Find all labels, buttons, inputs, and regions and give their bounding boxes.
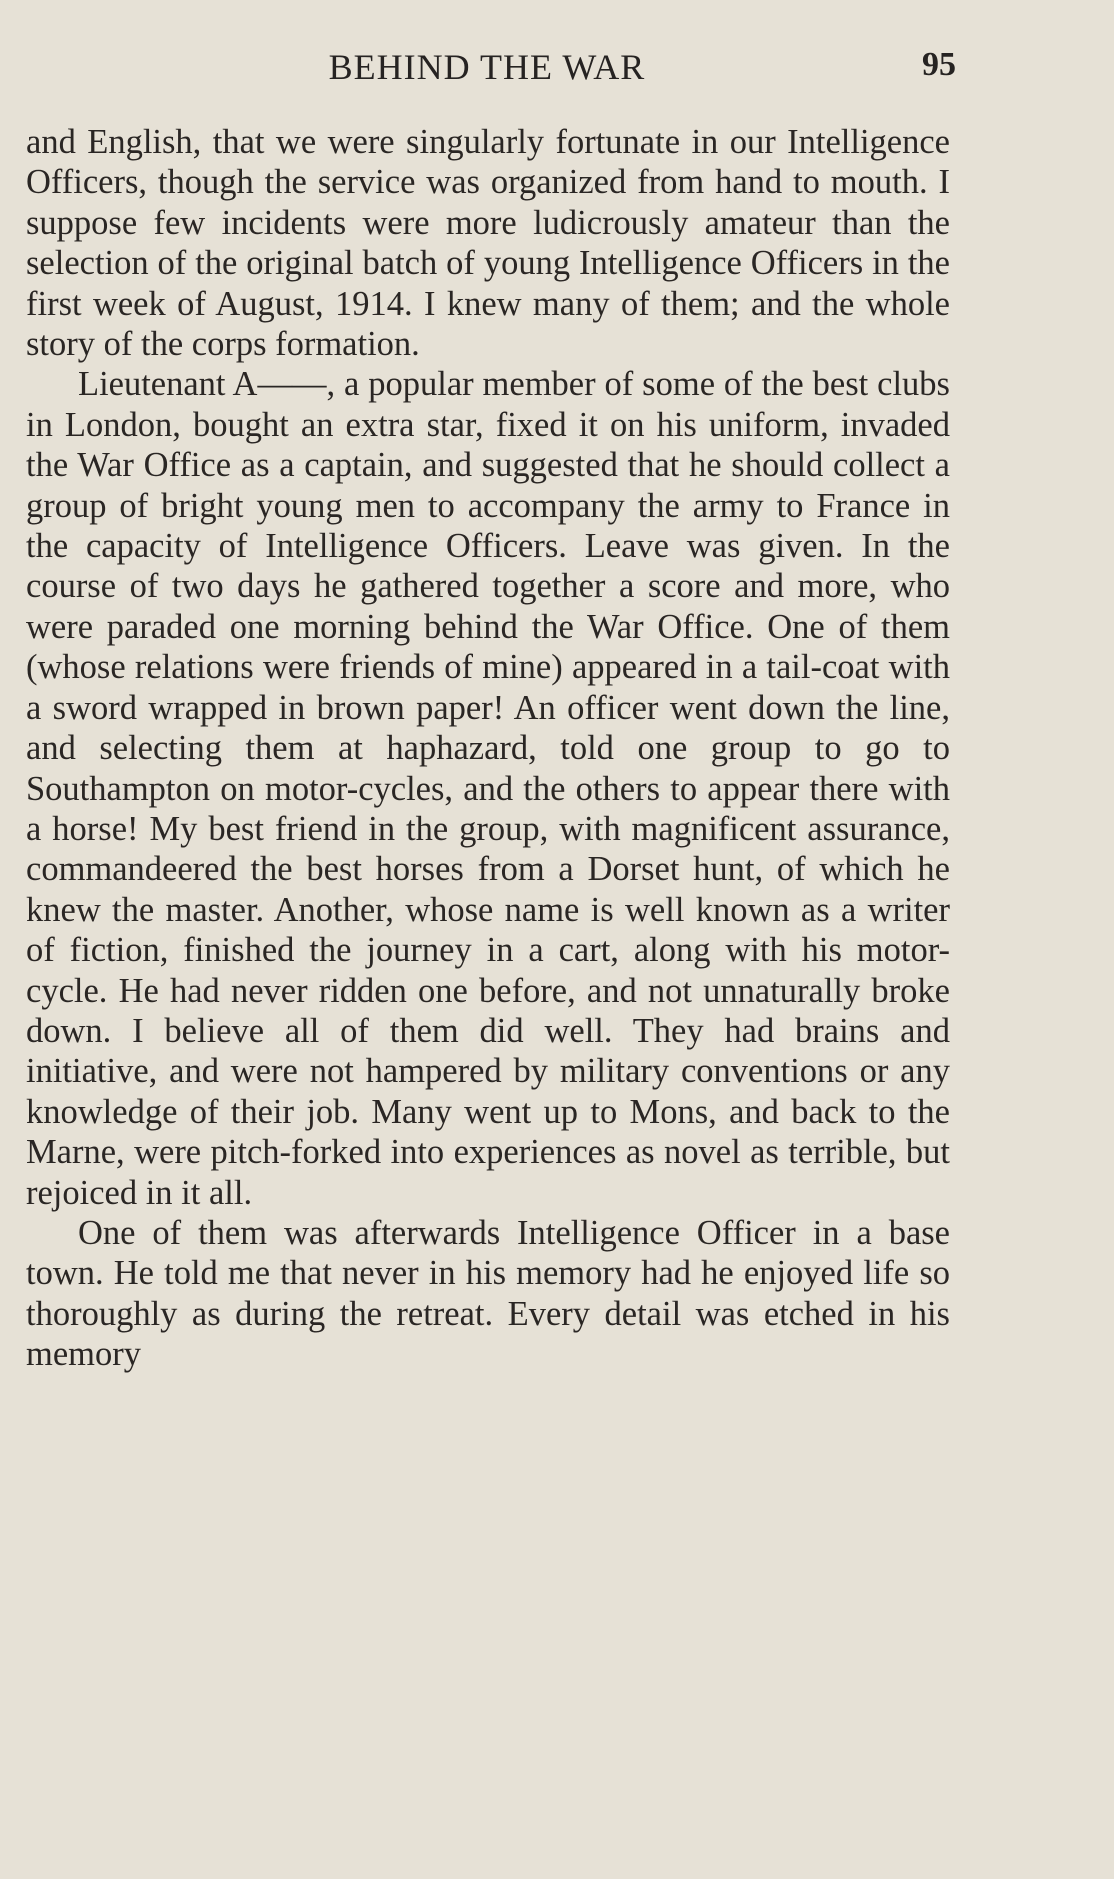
body-text	[26, 122, 950, 1375]
paragraph: and English, that we were singularly fortunate in our Intelligence Officers, though the service was organized from hand to mouth. I suppose few incidents were more ludicrously amateur than the selection of the original batch of young Intelligence Officers in the first week of August, 1914. I knew many of them; and the whole story of the corps formation.	[26, 123, 950, 364]
paragraph: One of them was afterwards Intelligence Officer in a base town. He told me that never in his memory had he enjoyed life so thoroughly as during the retreat. Every detail was etched in his memory	[26, 1213, 950, 1374]
page-number: 95	[922, 46, 956, 83]
page-header	[18, 46, 956, 94]
paragraph: Lieutenant A——, a popular member of some of the best clubs in London, bought an extra star, fixed it on his uniform, invaded the War Office as a captain, and suggested that he should collect a group of bright young men to accompany the army to France in the capacity of Intelligence Officers. Leave was given. In the course of two days he gathered together a score and more, who were paraded one morning behind the War Office. One of them (whose relations were friends of mine) appeared in a tail-coat with a sword wrapped in brown paper! An officer went down the line, and selecting them at haphazard, told one group to go to Southampton on motor-cycles, and the others to appear there with a horse! My best friend in the group, with magnificent assurance, commandeered the best horses from a Dorset hunt, of which he knew the master. Another, whose name is well known as a writer of fiction, finished the journey in a cart, along with his motor-cycle. He had never ridden one before, and not unnaturally broke down. I believe all of them did well. They had brains and initiative, and were not hampered by military conventions or any knowledge of their job. Many went up to Mons, and back to the Marne, were pitch-forked into experiences as novel as terrible, but rejoiced in it all.	[26, 365, 950, 1212]
running-title: BEHIND THE WAR	[328, 47, 646, 87]
